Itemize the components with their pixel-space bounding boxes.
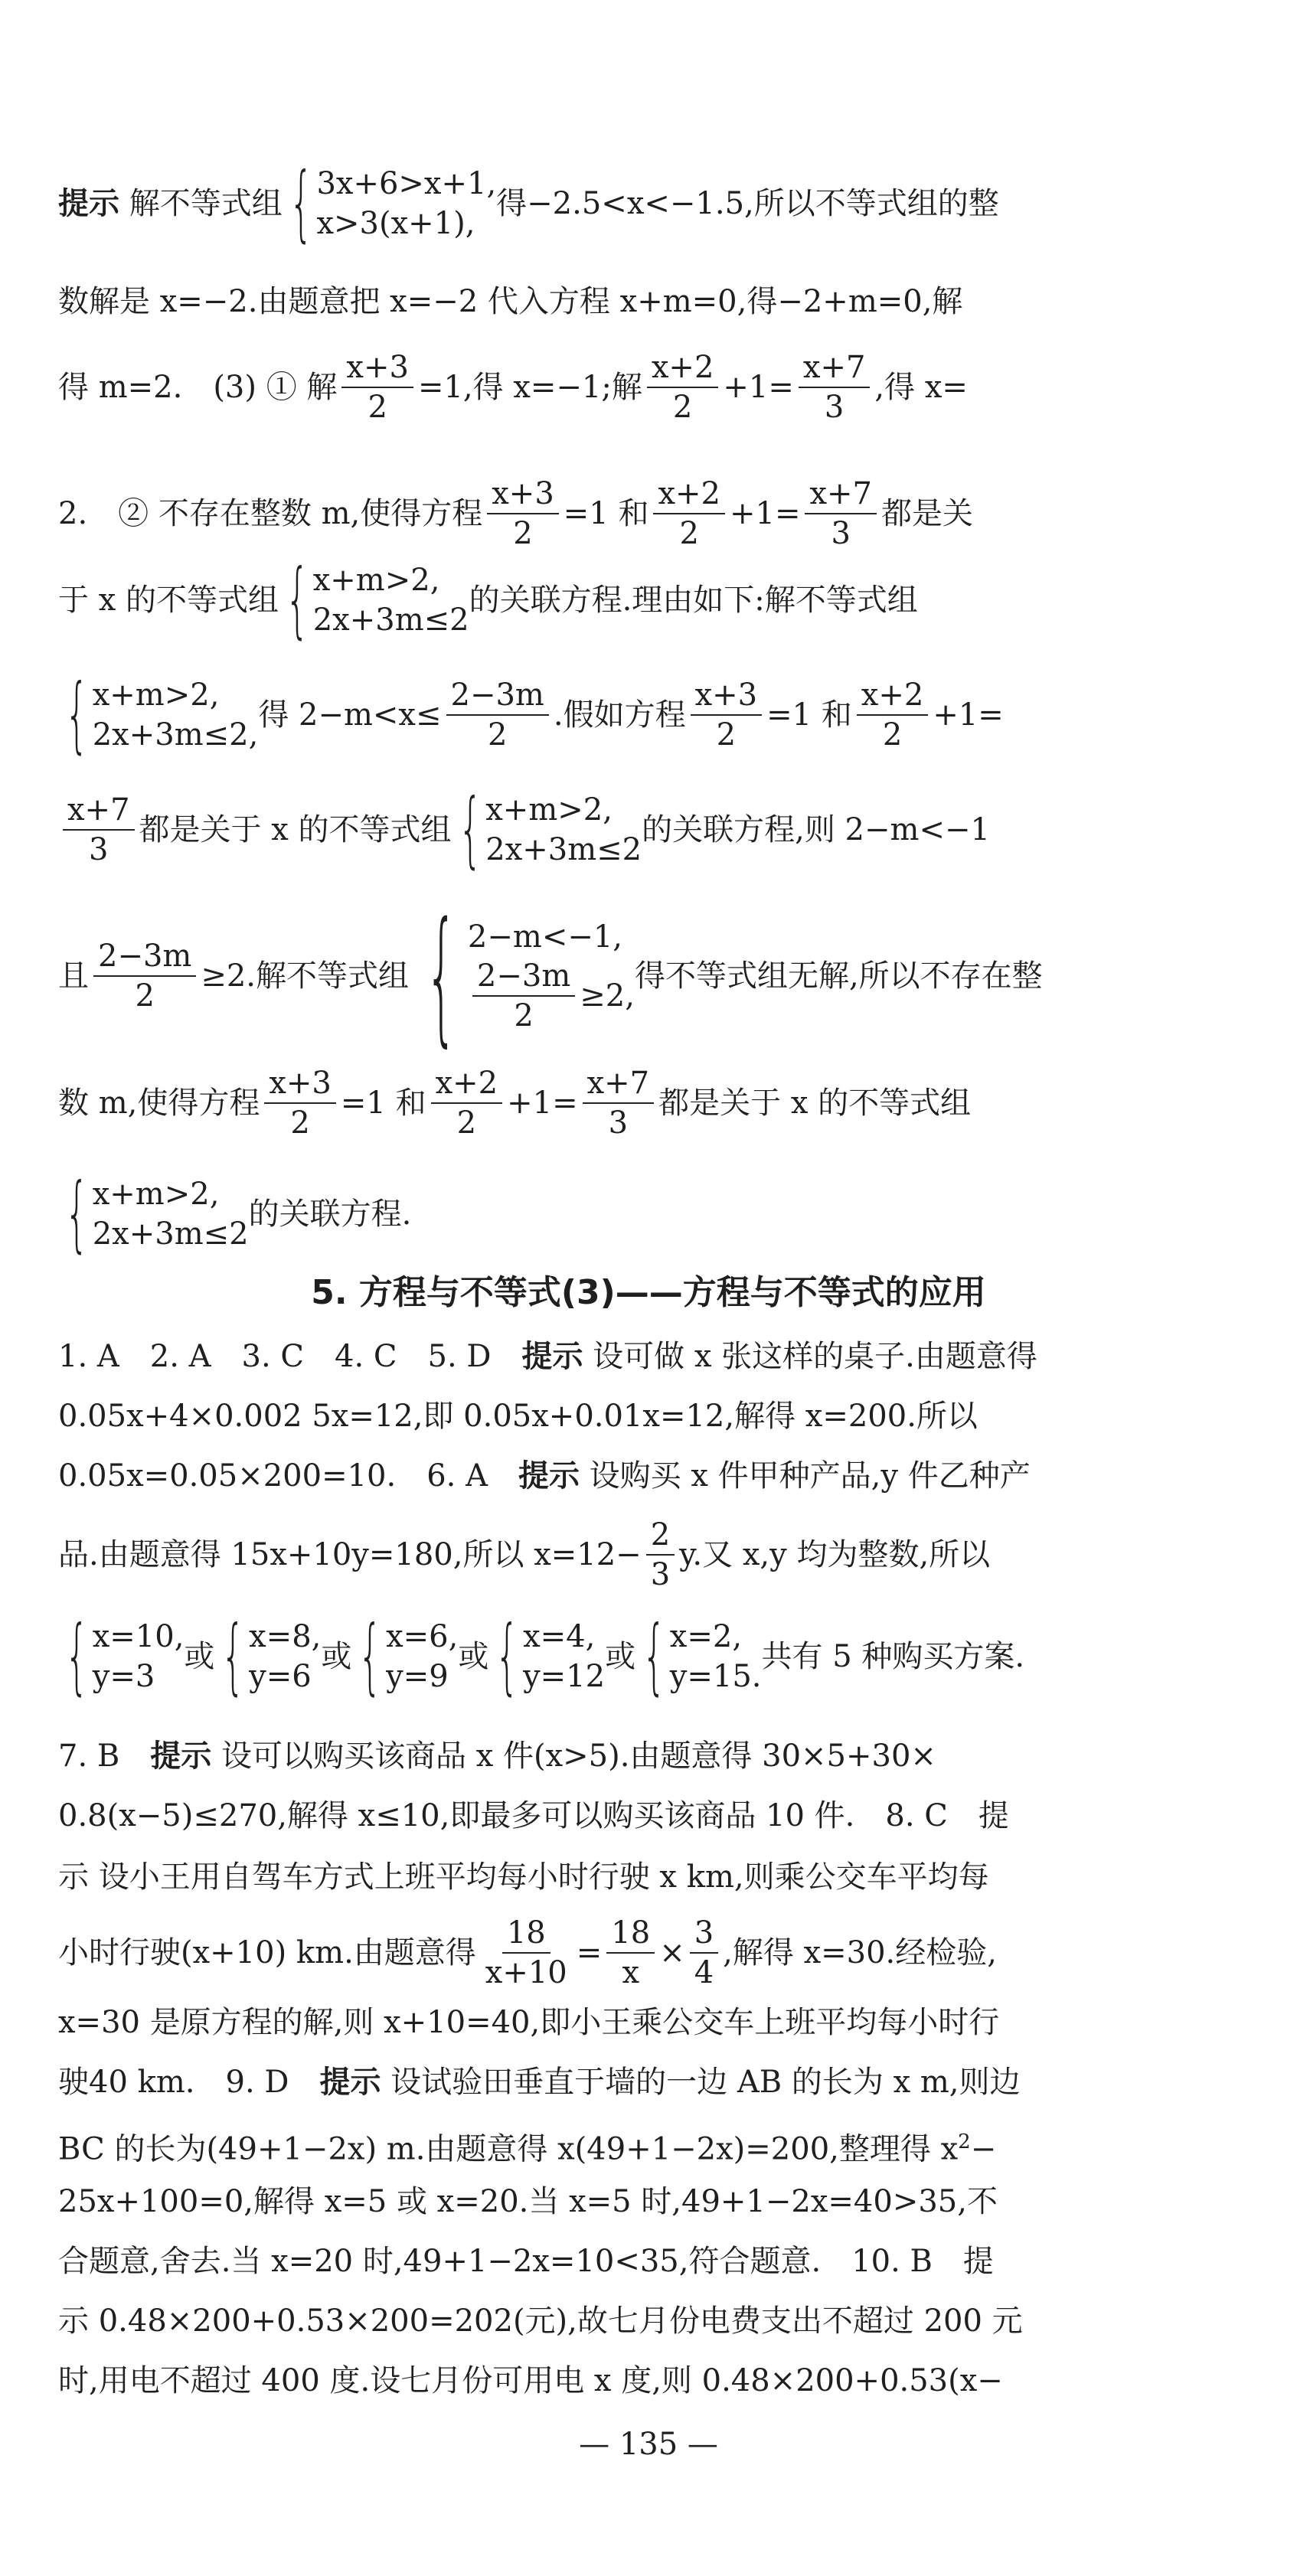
text-line: 数解是 x=−2.由题意把 x=−2 代入方程 x+m=0,得−2+m=0,解: [58, 284, 963, 319]
text-line: x+7 3 都是关于 x 的不等式组 { x+m>2, 2x+3m≤2 的关联方程,则 2−m<−1: [58, 788, 1046, 871]
fraction: $\frac{x+3}{2}$: [487, 475, 559, 553]
text-line: 1. A 2. A 3. C 4. C 5. D 提示 设可做 x 张这样的桌子.由题意得: [58, 1339, 1037, 1374]
text-line: x=30 是原方程的解,则 x+10=40,即小王乘公交车上班平均每小时行: [58, 2005, 1000, 2040]
text-line: 25x+100=0,解得 x=5 或 x=20.当 x=5 时,49+1−2x=40>35,不: [58, 2184, 998, 2219]
text-line: 于 x 的不等式组 { x+m>2, 2x+3m≤2 的关联方程.理由如下:解不等式组: [58, 552, 918, 648]
text-line: { x=10, y=3 或 { x=8, y=6 或 { x=6, y=9 或 { x=4, y=12 或 { x=2, y=15. 共有 5 种购买方案.: [58, 1615, 1046, 1698]
fraction: $\frac{2-3m}{2}$: [446, 676, 549, 754]
text-line: 0.05x+4×0.002 5x=12,即 0.05x+0.01x=12,解得 x=200.所以: [58, 1399, 978, 1434]
text-line: 数 m,使得方程 $\frac{x+3}{2}$ =1 和 x+2 2 +1= $\frac{x+7}{3}$ 都是关于 x 的不等式组: [58, 1066, 972, 1141]
solution-pair: { x=10, y=3: [64, 1608, 185, 1704]
text-line: 且 $\frac{2-3m}{2}$ ≥2.解不等式组 { 2−m<−1, $\frac{2-3m}{2}$ ≥2, 得不等式组无解,所以不存在整: [58, 891, 1043, 1060]
text-line: 得 m=2. (3) ① 解 $\frac{x+3}{2}$ =1,得 x=−1;解 x+2 2 +1= $\frac{x+7}{3}$ ,得 x=: [58, 350, 968, 425]
inequality-system: { 2−m<−1, $\frac{2-3m}{2}$ ≥2,: [425, 891, 635, 1060]
text-line: { x+m>2, 2x+3m≤2, 得 2−m<x≤ $\frac{2-3m}{2}$ .假如方程 $\frac{x+3}{2}$ =1 和 x+2 2 +1=: [58, 674, 1046, 756]
fraction: x+2 2: [653, 475, 725, 553]
inequality-system: { x+m>2, 2x+3m≤2: [285, 552, 469, 648]
inequality-system: { x+m>2, 2x+3m≤2: [64, 1166, 249, 1262]
fraction: $\frac{3}{4}$: [690, 1914, 718, 1992]
fraction: x+2 2: [647, 348, 719, 426]
solution-pair: { x=2, y=15.: [642, 1608, 762, 1704]
text-line: 7. B 提示 设可以购买该商品 x 件(x>5).由题意得 30×5+30×: [58, 1739, 936, 1774]
text-line: 小时行驶(x+10) km.由题意得 $\frac{18}{x+10}$ = $\frac{18}{x}$ × $\frac{3}{4}$ ,解得 x=30.经检验,: [58, 1915, 997, 1990]
fraction: $\frac{2-3m}{2}$: [93, 937, 196, 1015]
fraction: $\frac{x+3}{2}$: [264, 1064, 336, 1142]
text-line: 示 设小王用自驾车方式上班平均每小时行驶 x km,则乘公交车平均每: [58, 1859, 989, 1895]
page-number: — 135 —: [579, 2427, 718, 2462]
fraction: $\frac{x+7}{3}$: [583, 1064, 655, 1142]
fraction: $\frac{x+7}{3}$: [805, 475, 877, 553]
solution-pair: { x=6, y=9: [358, 1608, 459, 1704]
text-line: 合题意,舍去.当 x=20 时,49+1−2x=10<35,符合题意. 10. B 提: [58, 2244, 994, 2279]
inequality-system: { 3x+6>x+1, x>3(x+1),: [289, 155, 497, 251]
fraction: $\frac{x+3}{2}$: [691, 676, 763, 754]
inequality-system: { x+m>2, 2x+3m≤2: [458, 782, 642, 877]
text-line: 示 0.48×200+0.53×200=202(元),故七月份电费支出不超过 200 元: [58, 2303, 1023, 2339]
text-line: BC 的长为(49+1−2x) m.由题意得 x(49+1−2x)=200,整理得 $x^2-$: [58, 2130, 997, 2167]
text-line: { x+m>2, 2x+3m≤2 的关联方程.: [58, 1173, 1046, 1255]
fraction: $\frac{2-3m}{2}$: [472, 957, 575, 1035]
text-line: 2. ② 不存在整数 m,使得方程 $\frac{x+3}{2}$ =1 和 x+2 2 +1= $\frac{x+7}{3}$ 都是关: [58, 476, 974, 551]
text-line: 驶40 km. 9. D 提示 设试验田垂直于墙的一边 AB 的长为 x m,则边: [58, 2065, 1021, 2100]
text-line: 0.8(x−5)≤270,解得 x≤10,即最多可以购买该商品 10 件. 8. C 提: [58, 1798, 1009, 1833]
fraction: x+2 2: [431, 1064, 503, 1142]
text-line: 时,用电不超过 400 度.设七月份可用电 x 度,则 0.48×200+0.53(x−: [58, 2363, 1003, 2398]
fraction: $\frac{18}{x}$: [606, 1914, 655, 1992]
text-line: 品.由题意得 15x+10y=180,所以 x=12− $\frac{2}{3}$ y.又 x,y 均为整数,所以: [58, 1517, 991, 1592]
hint-label: 提示: [58, 186, 119, 221]
solution-pair: { x=8, y=6: [221, 1608, 322, 1704]
text-line: 提示 解不等式组 { 3x+6>x+1, x>3(x+1), 得−2.5<x<−1.5,所以不等式组的整: [58, 155, 999, 251]
section-title: 5. 方程与不等式(3)——方程与不等式的应用: [311, 1273, 986, 1312]
solution-pair: { x=4, y=12: [495, 1608, 606, 1704]
fraction: x+7 3: [63, 791, 135, 869]
fraction: $\frac{x+7}{3}$: [799, 348, 871, 426]
fraction: $\frac{18}{x+10}$: [485, 1915, 567, 1990]
fraction: $\frac{x+3}{2}$: [341, 348, 413, 426]
fraction: x+2 2: [857, 676, 929, 754]
fraction: $\frac{2}{3}$: [646, 1516, 675, 1594]
text-line: 0.05x=0.05×200=10. 6. A 提示 设购买 x 件甲种产品,y 件乙种产: [58, 1458, 1031, 1494]
inequality-system: { x+m>2, 2x+3m≤2,: [64, 667, 259, 762]
